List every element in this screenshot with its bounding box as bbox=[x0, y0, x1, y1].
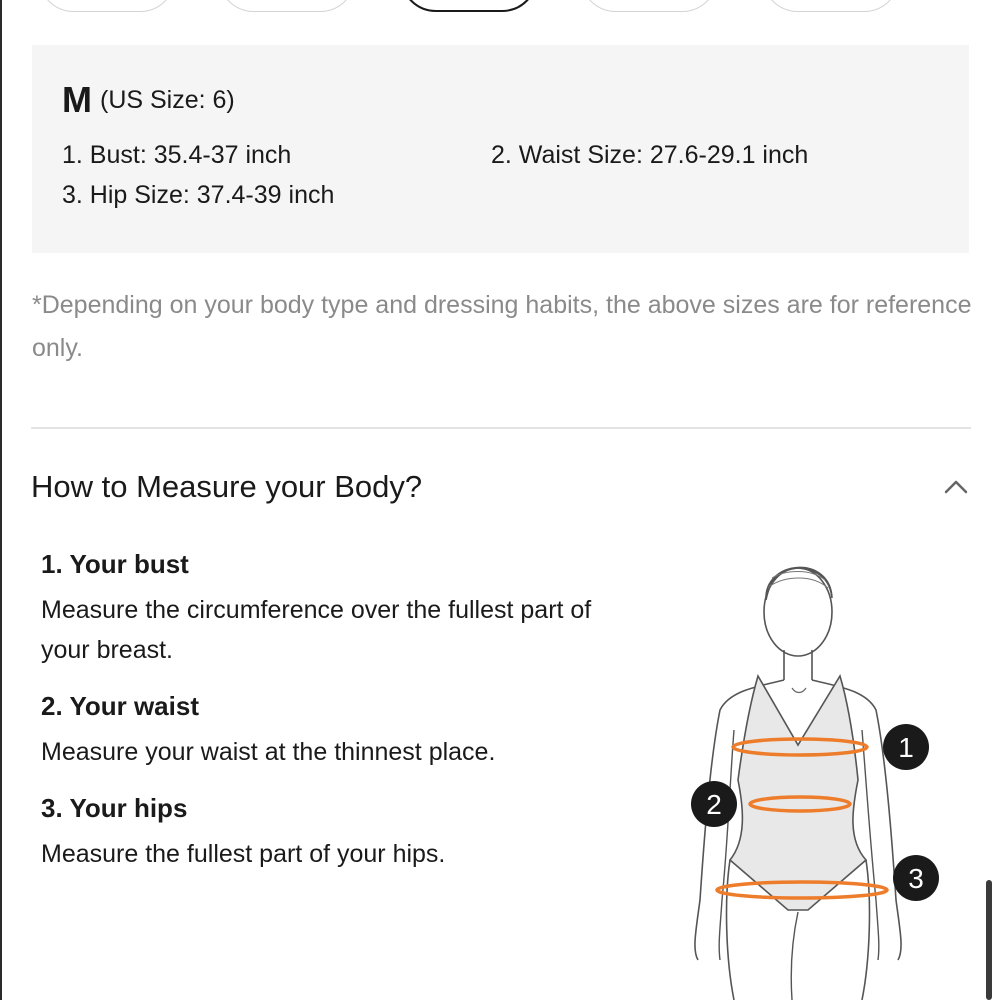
step-waist-title: 2. Your waist bbox=[41, 691, 199, 721]
body-illustration bbox=[680, 540, 950, 1000]
section-divider bbox=[31, 427, 971, 429]
chevron-up-icon[interactable] bbox=[938, 470, 974, 506]
hips-marker bbox=[893, 855, 939, 901]
size-chip-4[interactable] bbox=[580, 0, 718, 12]
window-edge bbox=[0, 0, 2, 1000]
step-hips-desc: Measure the fullest part of your hips. bbox=[41, 840, 446, 868]
size-letter: M bbox=[62, 79, 92, 120]
size-chip-2[interactable] bbox=[218, 0, 356, 12]
size-chip-1[interactable] bbox=[38, 0, 176, 12]
size-disclaimer: *Depending on your body type and dressing habits, the above sizes are for reference only. bbox=[32, 291, 972, 362]
step-bust-desc: Measure the circumference over the fullest part of your breast. bbox=[41, 596, 592, 664]
bust-measurement: 1. Bust: 35.4-37 inch bbox=[62, 141, 292, 169]
measure-steps bbox=[41, 544, 641, 890]
scrollbar-thumb[interactable] bbox=[986, 880, 992, 1000]
step-bust-title: 1. Your bust bbox=[41, 549, 189, 579]
us-size-label: (US Size: 6) bbox=[100, 85, 235, 114]
bust-marker bbox=[883, 724, 929, 770]
hips-marker-label: 3 bbox=[908, 863, 924, 894]
body-measurement-figure bbox=[680, 540, 950, 1000]
bust-marker-label: 1 bbox=[898, 732, 914, 763]
size-chip-5[interactable] bbox=[762, 0, 900, 12]
measure-section-title[interactable]: How to Measure your Body? bbox=[31, 469, 423, 504]
waist-marker bbox=[691, 781, 737, 827]
size-chip-3-selected[interactable] bbox=[400, 0, 538, 12]
waist-marker-label: 2 bbox=[706, 789, 722, 820]
step-waist-desc: Measure your waist at the thinnest place. bbox=[41, 738, 496, 766]
hip-measurement: 3. Hip Size: 37.4-39 inch bbox=[62, 181, 335, 209]
waist-measurement: 2. Waist Size: 27.6-29.1 inch bbox=[491, 141, 809, 169]
size-details-card bbox=[32, 45, 969, 253]
size-heading bbox=[62, 79, 235, 121]
step-hips-title: 3. Your hips bbox=[41, 793, 188, 823]
